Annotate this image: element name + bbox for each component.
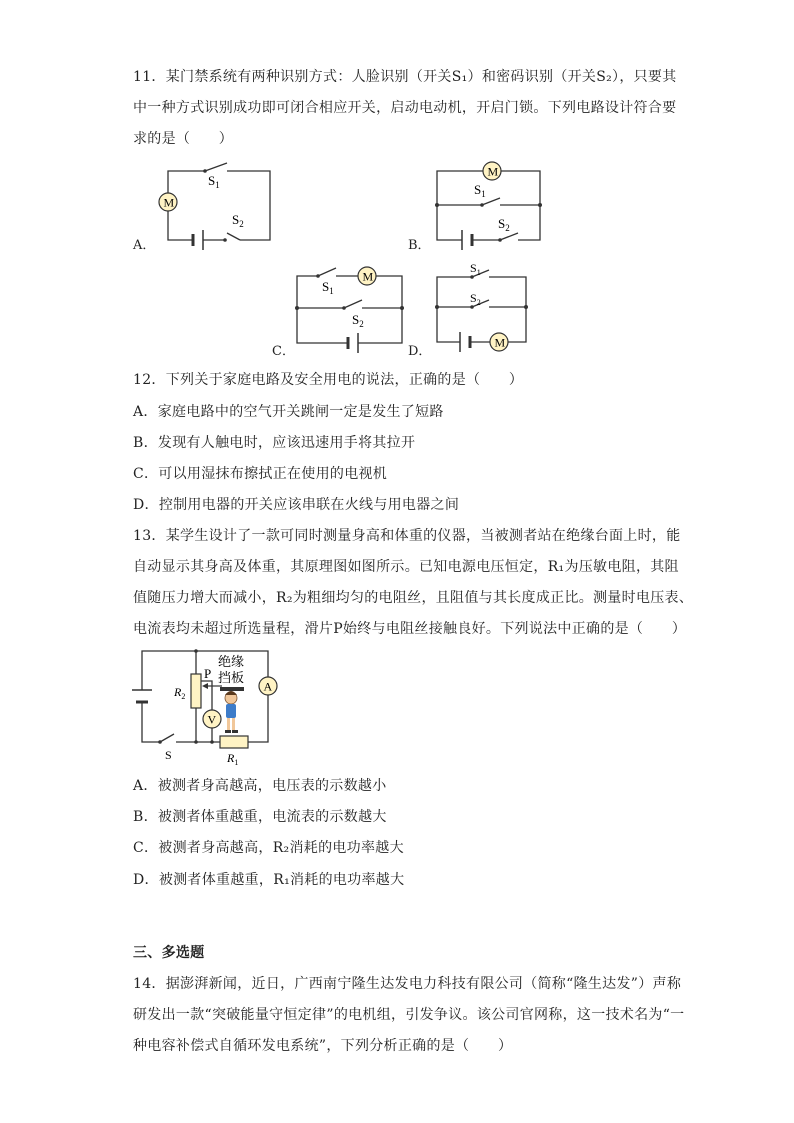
q11-circuit-a (155, 160, 275, 250)
q11-stem-line3: 求的是（ ） (133, 131, 234, 147)
s1-label: $S_1$ (208, 173, 220, 190)
switch-label: S (165, 748, 172, 762)
s1-label: $S_1$ (322, 279, 334, 296)
q11-stem-line2: 中一种方式识别成功即可闭合相应开关，启动电动机，开启门锁。下列电路设计符合要 (133, 100, 677, 116)
q14-stem-line3: 种电容补偿式自循环发电系统”，下列分析正确的是（ ） (133, 1038, 513, 1054)
person-icon (225, 691, 238, 733)
q13-stem-line2: 自动显示其身高及体重，其原理图如图所示。已知电源电压恒定，R₁为压敏电阻，其阻 (133, 559, 679, 575)
s1-label: $S_1$ (470, 261, 481, 277)
q12-option-a: A．家庭电路中的空气开关跳闸一定是发生了短路 (133, 404, 444, 420)
q13-option-c: C．被测者身高越高，R₂消耗的电功率越大 (133, 840, 404, 856)
q11-option-b-label: B． (408, 238, 431, 253)
s2-label: $S_2$ (498, 216, 510, 233)
section-title: 三、多选题 (133, 945, 205, 961)
s2-label: $S_2$ (470, 291, 481, 307)
motor-label: M (362, 269, 374, 284)
insulated-label-1: 绝缘 (218, 654, 245, 669)
slider-p-label: P (204, 666, 212, 681)
s1-label: $S_1$ (474, 182, 486, 199)
q11-circuit-b (432, 158, 552, 248)
q12-option-c: C．可以用湿抹布擦拭正在使用的电视机 (133, 466, 388, 482)
motor-label: M (487, 164, 499, 179)
q14-stem-line1: 14．据澎湃新闻，近日，广西南宁隆生达发电力科技有限公司（简称“隆生达发”）声称 (133, 976, 682, 992)
voltmeter-label: V (207, 712, 217, 727)
motor-label: M (494, 335, 506, 350)
r2-label: $R_2$ (174, 685, 186, 701)
q14-stem-line2: 研发出一款“突破能量守恒定律”的电机组，引发争议。该公司官网称，这一技术名为“一 (133, 1007, 685, 1023)
q11-circuit-c (292, 263, 412, 353)
q11-circuit-d (432, 260, 552, 355)
r1-resistor (220, 736, 248, 748)
q13-stem-line3: 值随压力增大而减小，R₂为粗细均匀的电阻丝，且阻值与其长度成正比。测量时电压表、 (133, 590, 694, 606)
motor-label: M (163, 195, 175, 210)
insulated-label-2: 挡板 (218, 670, 245, 685)
q13-circuit-figure (132, 646, 292, 766)
q13-option-a: A．被测者身高越高，电压表的示数越小 (133, 778, 387, 794)
q11-option-d-label: D． (408, 344, 432, 359)
q11-option-a-label: A． (133, 238, 156, 253)
q11-option-c-label: C． (272, 344, 295, 359)
q12-stem: 12．下列关于家庭电路及安全用电的说法，正确的是（ ） (133, 372, 524, 388)
r2-resistor (191, 674, 201, 708)
q12-option-d: D．控制用电器的开关应该串联在火线与用电器之间 (133, 497, 460, 513)
r1-label: $R_1$ (227, 751, 239, 767)
s2-label: $S_2$ (352, 312, 364, 329)
q13-stem-line1: 13．某学生设计了一款可同时测量身高和体重的仪器，当被测者站在绝缘台面上时，能 (133, 528, 681, 544)
q13-option-b: B．被测者体重越重，电流表的示数越大 (133, 809, 387, 825)
q13-option-d: D．被测者体重越重，R₁消耗的电功率越大 (133, 872, 405, 888)
insulated-plate (220, 687, 244, 691)
s2-label: $S_2$ (232, 212, 244, 229)
q11-stem-line1: 11．某门禁系统有两种识别方式：人脸识别（开关S₁）和密码识别（开关S₂），只要其 (133, 69, 677, 85)
q13-stem-line4: 电流表均未超过所选量程，滑片P始终与电阻丝接触良好。下列说法中正确的是（ ） (133, 621, 687, 637)
q12-option-b: B．发现有人触电时，应该迅速用手将其拉开 (133, 435, 416, 451)
ammeter-label: A (263, 679, 273, 694)
